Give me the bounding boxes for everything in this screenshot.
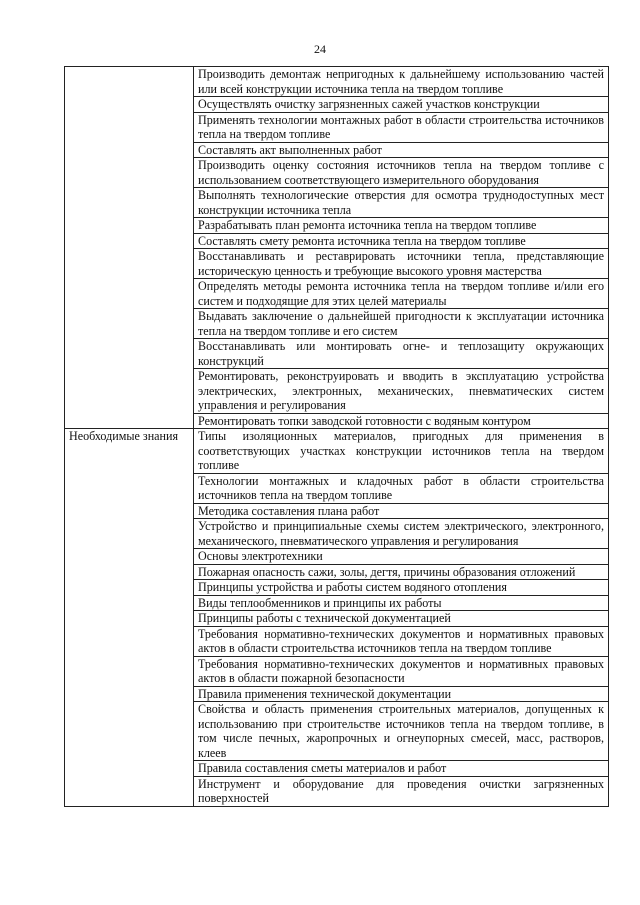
skills-item: Составлять акт выполненных работ — [194, 142, 609, 158]
knowledge-row — [65, 429, 609, 474]
skills-row — [65, 67, 609, 97]
skills-item: Определять методы ремонта источника тепла на твердом топливе и/или его систем и подходящие для этих целей материалы — [194, 279, 609, 309]
skills-item: Осуществлять очистку загрязненных сажей участков конструкции — [194, 97, 609, 113]
requirements-table — [64, 66, 609, 807]
skills-item: Ремонтировать, реконструировать и вводить в эксплуатацию устройства электрических, электронных, механических, пневматических систем управления и регулирования — [194, 369, 609, 414]
knowledge-label-cell: Необходимые знания — [65, 429, 194, 807]
knowledge-item: Требования нормативно-технических документов и нормативных правовых актов в области строительства источников тепла на твердом топливе — [194, 626, 609, 656]
knowledge-item: Виды теплообменников и принципы их работы — [194, 595, 609, 611]
knowledge-item: Типы изоляционных материалов, пригодных для применения в соответствующих участках конструкции источников тепла на твердом топливе — [194, 429, 609, 474]
knowledge-item: Инструмент и оборудование для проведения очистки загрязненных поверхностей — [194, 776, 609, 806]
knowledge-item: Принципы устройства и работы систем водяного отопления — [194, 580, 609, 596]
skills-item: Применять технологии монтажных работ в области строительства источников тепла на твердом топливе — [194, 112, 609, 142]
page-number: 24 — [314, 42, 326, 56]
requirements-table-body — [65, 67, 609, 807]
knowledge-item: Принципы работы с технической документацией — [194, 611, 609, 627]
knowledge-item: Технологии монтажных и кладочных работ в области строительства источников тепла на твердом топливе — [194, 473, 609, 503]
skills-label-cell — [65, 67, 194, 429]
skills-item: Выдавать заключение о дальнейшей пригодности к эксплуатации источника тепла на твердом топливе и его систем — [194, 309, 609, 339]
knowledge-item: Пожарная опасность сажи, золы, дегтя, причины образования отложений — [194, 564, 609, 580]
knowledge-item: Свойства и область применения строительных материалов, допущенных к использованию при строительстве источников тепла на твердом топливе, в том числе печных, жаропрочных и огнеупорных смесей, масс, растворов, клеев — [194, 702, 609, 761]
knowledge-item: Требования нормативно-технических документов и нормативных правовых актов в области пожарной безопасности — [194, 656, 609, 686]
skills-item: Выполнять технологические отверстия для осмотра труднодоступных мест конструкции источника тепла — [194, 188, 609, 218]
skills-item: Ремонтировать топки заводской готовности с водяным контуром — [194, 413, 609, 429]
knowledge-item: Устройство и принципиальные схемы систем электрического, электронного, механического, пневматического управления и регулирования — [194, 519, 609, 549]
knowledge-item: Правила составления сметы материалов и работ — [194, 761, 609, 777]
skills-item: Производить оценку состояния источников тепла на твердом топливе с использованием соответствующего измерительного оборудования — [194, 158, 609, 188]
knowledge-item: Методика составления плана работ — [194, 503, 609, 519]
skills-item: Разрабатывать план ремонта источника тепла на твердом топливе — [194, 218, 609, 234]
skills-item: Производить демонтаж непригодных к дальнейшему использованию частей или всей конструкции источника тепла на твердом топливе — [194, 67, 609, 97]
skills-item: Составлять смету ремонта источника тепла на твердом топливе — [194, 233, 609, 249]
skills-item: Восстанавливать или монтировать огне- и теплозащиту окружающих конструкций — [194, 339, 609, 369]
knowledge-item: Основы электротехники — [194, 549, 609, 565]
skills-item: Восстанавливать и реставрировать источники тепла, представляющие историческую ценность и требующие высокого уровня мастерства — [194, 249, 609, 279]
knowledge-item: Правила применения технической документации — [194, 686, 609, 702]
